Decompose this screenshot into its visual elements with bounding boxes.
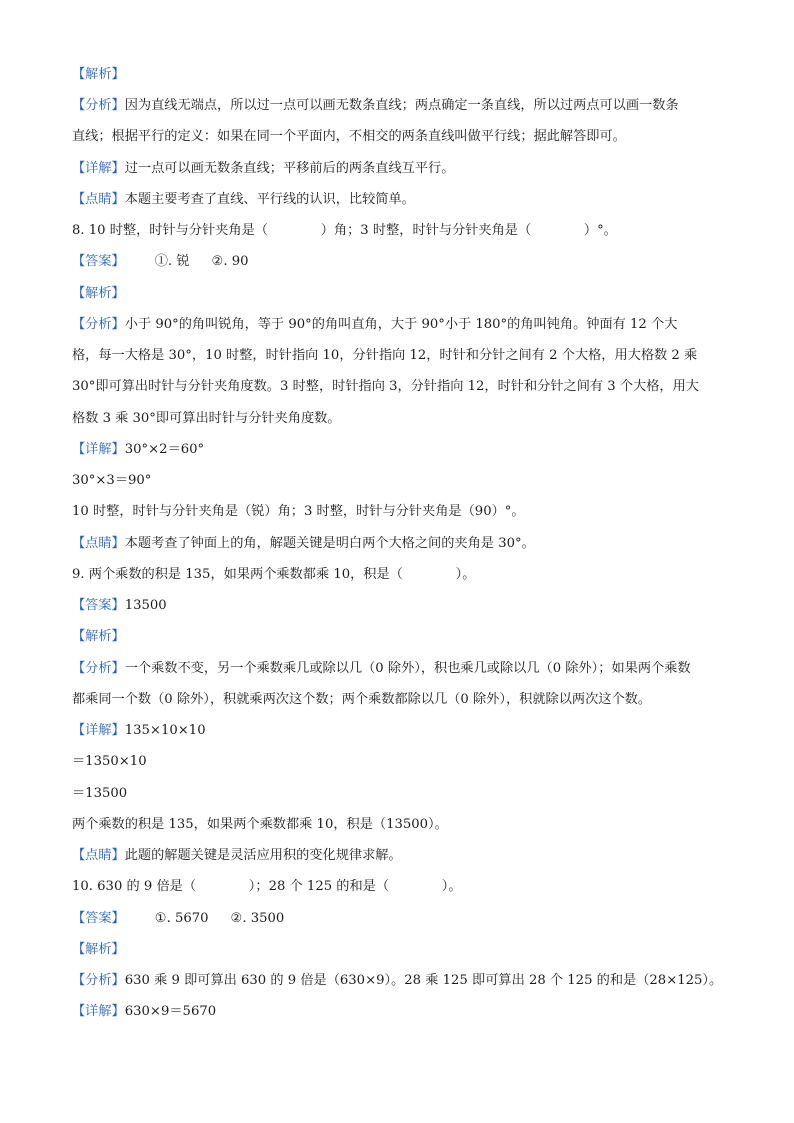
document-line <box>72 847 732 865</box>
document-line <box>72 347 732 365</box>
line-text: 本题考查了钟面上的角，解题关键是明白两个大格之间的夹角是 30°。 <box>124 536 535 551</box>
document-line <box>72 628 732 646</box>
document-line <box>72 128 732 146</box>
line-text: 小于 90°的角叫锐角，等于 90°的角叫直角，大于 90°小于 180°的角叫钝角。钟面有 12 个大 <box>124 317 678 332</box>
line-text: 30°×3＝90° <box>72 473 152 488</box>
line-text: 9. 两个乘数的积是 135，如果两个乘数都乘 10，积是（ ）。 <box>72 567 476 582</box>
line-text: 格数 3 乘 30°即可算出时针与分针夹角度数。 <box>72 411 341 426</box>
document-line <box>72 597 732 615</box>
line-text: 10 时整，时针与分针夹角是（锐）角；3 时整，时针与分针夹角是（90）°。 <box>72 504 525 519</box>
line-text: 10. 630 的 9 倍是（ ）；28 个 125 的和是（ ）。 <box>72 879 462 894</box>
line-text: 过一点可以画无数条直线；平移前后的两条直线互平行。 <box>124 161 455 176</box>
document-line <box>72 160 732 178</box>
document-line <box>72 285 732 303</box>
document-line <box>72 941 732 959</box>
document-line <box>72 472 732 490</box>
line-text: 因为直线无端点，所以过一点可以画无数条直线；两点确定一条直线，所以过两点可以画一数条 <box>124 98 679 113</box>
line-text: ＝1350×10 <box>72 754 147 769</box>
section-label: 【答案】 <box>72 598 125 613</box>
document-line <box>72 660 732 678</box>
document-line <box>72 691 732 709</box>
answer-option: ①. 锐 <box>154 254 190 269</box>
document-line <box>72 66 732 84</box>
answer-option: ①. 5670 <box>154 911 209 926</box>
answer-label: 【答案】 <box>72 254 125 269</box>
section-label: 【点睛】 <box>72 848 125 863</box>
document-line <box>72 410 732 428</box>
line-text: 一个乘数不变，另一个乘数乘几或除以几（0 除外），积也乘几或除以几（0 除外）；如果两个乘数 <box>124 661 691 676</box>
document-line <box>72 972 732 990</box>
document-line <box>72 878 732 896</box>
section-label: 【分析】 <box>72 661 125 676</box>
document-line <box>72 503 732 521</box>
section-label: 【详解】 <box>72 1004 125 1019</box>
section-label: 【解析】 <box>72 942 125 957</box>
document-line <box>72 753 732 771</box>
line-text: 630×9＝5670 <box>124 1004 217 1019</box>
line-text: 都乘同一个数（0 除外），积就乘两次这个数；两个乘数都除以几（0 除外），积就除以两次这个数。 <box>72 692 652 707</box>
document-line <box>72 566 732 584</box>
document-line <box>72 785 732 803</box>
section-label: 【详解】 <box>72 442 125 457</box>
line-text: 630 乘 9 即可算出 630 的 9 倍是（630×9）。28 乘 125 即可算出 28 个 125 的和是（28×125）。 <box>124 973 723 988</box>
answer-option: ②. 3500 <box>230 911 285 926</box>
line-text: 直线；根据平行的定义：如果在同一个平面内，不相交的两条直线叫做平行线；据此解答即可。 <box>72 129 626 144</box>
line-text: 8. 10 时整，时针与分针夹角是（ ）角；3 时整，时针与分针夹角是（ ）°。 <box>72 223 617 238</box>
document-line <box>72 1003 732 1021</box>
line-text: 格，每一大格是 30°，10 时整，时针指向 10，分针指向 12，时针和分针之间有 2 个大格，用大格数 2 乘 <box>72 348 698 363</box>
document-line <box>72 253 732 271</box>
answer-label: 【答案】 <box>72 911 125 926</box>
section-label: 【点睛】 <box>72 192 125 207</box>
document-line <box>72 316 732 334</box>
document-line <box>72 816 732 834</box>
section-label: 【详解】 <box>72 723 125 738</box>
section-label: 【详解】 <box>72 161 125 176</box>
section-label: 【点睛】 <box>72 536 125 551</box>
document-line <box>72 378 732 396</box>
document-line <box>72 191 732 209</box>
line-text: 30°即可算出时针与分针夹角度数。3 时整，时针指向 3，分针指向 12，时针和分针之间有 3 个大格，用大 <box>72 379 699 394</box>
line-text: ＝13500 <box>72 786 128 801</box>
document-line <box>72 97 732 115</box>
section-label: 【分析】 <box>72 973 125 988</box>
section-label: 【分析】 <box>72 98 125 113</box>
document-line <box>72 535 732 553</box>
section-label: 【解析】 <box>72 286 125 301</box>
section-label: 【解析】 <box>72 629 125 644</box>
line-text: 本题主要考查了直线、平行线的认识，比较简单。 <box>124 192 415 207</box>
section-label: 【解析】 <box>72 67 125 82</box>
line-text: 30°×2＝60° <box>124 442 205 457</box>
line-text: 135×10×10 <box>124 723 206 738</box>
line-text: 此题的解题关键是灵活应用积的变化规律求解。 <box>124 848 402 863</box>
answer-option: ②. 90 <box>211 254 249 269</box>
document-line <box>72 441 732 459</box>
line-text: 两个乘数的积是 135，如果两个乘数都乘 10，积是（13500）。 <box>72 817 448 832</box>
document-line <box>72 910 732 928</box>
document-line <box>72 222 732 240</box>
line-text: 13500 <box>124 598 167 613</box>
section-label: 【分析】 <box>72 317 125 332</box>
document-line <box>72 722 732 740</box>
